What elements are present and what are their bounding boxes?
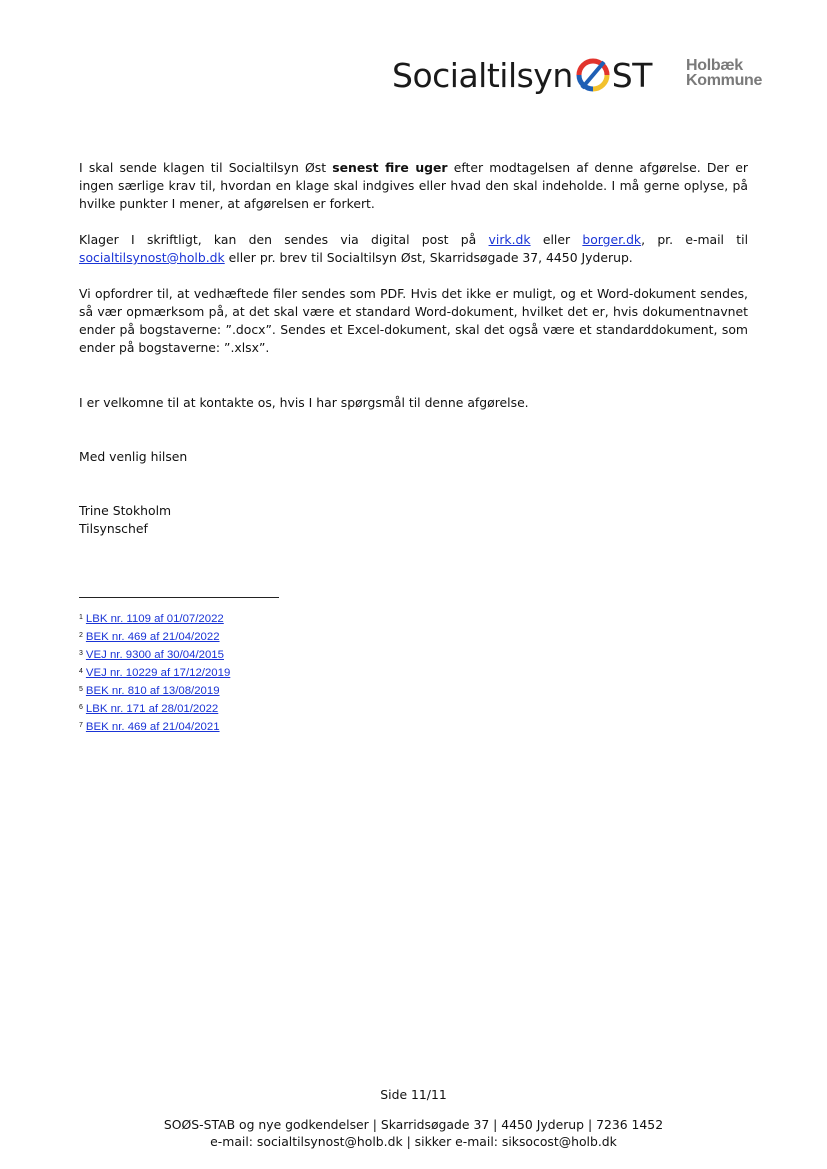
kommune-line2: Kommune [686, 72, 763, 89]
footnote-number: 3 [79, 650, 83, 657]
email-link[interactable]: socialtilsynost@holb.dk [79, 250, 225, 265]
borger-dk-link[interactable]: borger.dk [582, 232, 642, 247]
paragraph-submission [79, 231, 748, 267]
paragraph-file-format: Vi opfordrer til, at vedhæftede filer sendes som PDF. Hvis det ikke er muligt, og et Word-dokument sendes, så vær opmærksom på, at det skal være et standard Word-dokument, hvilket det er, hvis dokumentnavnet ender på bogstaverne: ”.docx”. Sendes et Excel-dokument, skal det også være et standarddokument, som ender på bogstaverne: ”.xlsx”. [79, 286, 748, 355]
footnote-number: 6 [79, 704, 83, 711]
footnote-number: 4 [79, 668, 83, 675]
p2-text-c: , pr. e-mail til [641, 232, 749, 247]
closing-greeting: Med venlig hilsen [79, 449, 188, 464]
footer-address-line: SOØS-STAB og nye godkendelser | Skarridsøgade 37 | 4450 Jyderup | 7236 1452 [163, 1117, 664, 1132]
footnote-link[interactable]: BEK nr. 469 af 21/04/2021 [85, 721, 220, 733]
p1-text-b: efter modtagelsen af denne afgørelse. Der er ingen særlige krav til, hvordan en klage skal indgives eller hvad den skal indeholde. I må gerne oplyse, på hvilke punkter I mener, at afgørelsen er forkert. [79, 160, 748, 211]
virk-dk-link[interactable]: virk.dk [488, 232, 531, 247]
footnote-item [79, 718, 230, 736]
p2-text-b: eller [530, 232, 583, 247]
logo-text-left: Socialtilsyn [392, 55, 573, 95]
p2-text-d: eller pr. brev til Socialtilsyn Øst, Skarridsøgade 37, 4450 Jyderup. [224, 250, 633, 265]
footnote-item [79, 682, 230, 700]
footnote-link[interactable]: BEK nr. 810 af 13/08/2019 [85, 685, 220, 697]
p1-bold: senest fire uger [332, 160, 448, 175]
footnote-item [79, 700, 230, 718]
ost-o-logo-icon [575, 57, 611, 93]
holbaek-kommune-logo [686, 58, 762, 88]
footnote-item [79, 610, 230, 628]
p1-text-a: I skal sende klagen til Socialtilsyn Øst [79, 160, 333, 175]
footnotes-list [79, 610, 230, 736]
footnote-item [79, 628, 230, 646]
footnote-link[interactable]: BEK nr. 469 af 21/04/2022 [85, 631, 220, 643]
p2-text-a: Klager I skriftligt, kan den sendes via digital post på [79, 232, 489, 247]
footnote-link[interactable]: VEJ nr. 9300 af 30/04/2015 [85, 649, 224, 661]
logo-text-right: ST [611, 55, 652, 95]
page-number: Side 11/11 [380, 1087, 447, 1102]
footnote-link[interactable]: LBK nr. 1109 af 01/07/2022 [85, 613, 224, 625]
signer-title: Tilsynschef [79, 521, 148, 536]
paragraph-contact: I er velkomne til at kontakte os, hvis I har spørgsmål til denne afgørelse. [79, 395, 529, 410]
socialtilsyn-ost-logo [392, 52, 652, 98]
paragraph-complaint-deadline [79, 159, 748, 213]
footnote-number: 1 [79, 614, 83, 621]
footnote-link[interactable]: VEJ nr. 10229 af 17/12/2019 [85, 667, 231, 679]
footnote-link[interactable]: LBK nr. 171 af 28/01/2022 [85, 703, 219, 715]
footnote-number: 5 [79, 686, 83, 693]
footnote-item [79, 664, 230, 682]
kommune-line1: Holbæk [686, 57, 743, 74]
footnote-item [79, 646, 230, 664]
footnote-number: 7 [79, 722, 83, 729]
footer-email-line: e-mail: socialtilsynost@holb.dk | sikker e-mail: siksocost@holb.dk [210, 1134, 617, 1149]
signature-block [79, 502, 748, 538]
footnote-number: 2 [79, 632, 83, 639]
signer-name: Trine Stokholm [79, 503, 172, 518]
page-footer [0, 1116, 827, 1150]
footnote-separator [79, 597, 279, 598]
